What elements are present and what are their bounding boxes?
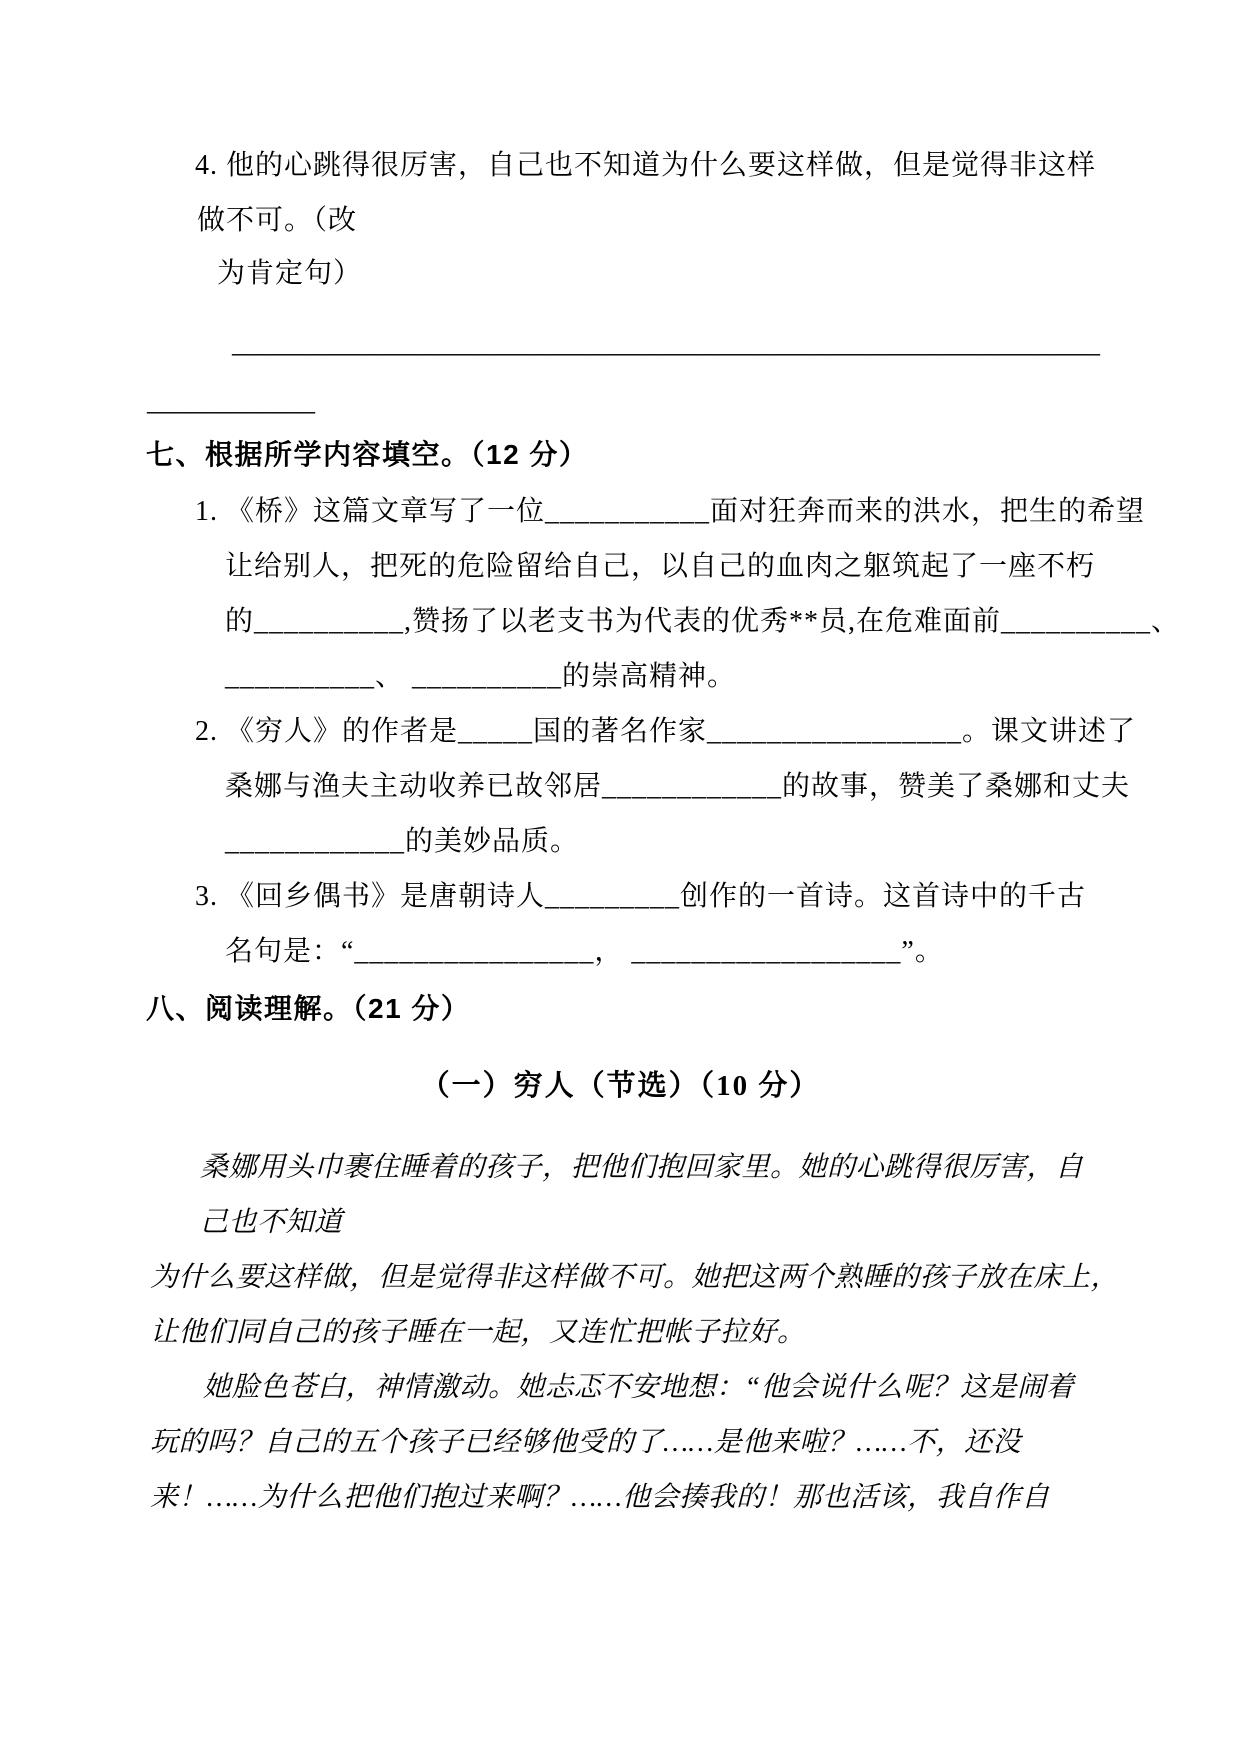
answer-blank-line-2: ____________ [147, 386, 315, 417]
passage-line-4: 让他们同自己的孩子睡在一起，又连忙把帐子拉好。 [150, 1317, 806, 1348]
section-7-item-3-line-2: 名句是：“________________， __________________”。 [225, 936, 944, 967]
section-7-heading: 七、根据所学内容填空。（12 分） [146, 439, 589, 470]
question-4-line-3: 为肯定句） [217, 258, 363, 289]
passage-line-5: 她脸色苍白，神情激动。她忐忑不安地想：“他会说什么呢？这是闹着 [203, 1372, 1075, 1403]
section-7-item-2-line-3: ____________的美妙品质。 [225, 826, 580, 857]
question-4-line-1: 4. 他的心跳得很厉害，自己也不知道为什么要这样做，但是觉得非这样 [195, 150, 1097, 181]
passage-line-2: 己也不知道 [200, 1207, 343, 1238]
passage-line-1: 桑娜用头巾裹住睡着的孩子，把他们抱回家里。她的心跳得很厉害，自 [200, 1152, 1084, 1183]
section-7-item-2-line-2: 桑娜与渔夫主动收养已故邻居____________的故事，赞美了桑娜和丈夫 [225, 771, 1131, 802]
section-7-item-1-line-1: 1. 《桥》这篇文章写了一位___________面对狂奔而来的洪水，把生的希望 [195, 496, 1146, 527]
section-7-item-1-line-4: __________、 __________的崇高精神。 [225, 661, 737, 692]
section-8-heading: 八、阅读理解。（21 分） [146, 993, 471, 1024]
section-7-item-1-line-2: 让给别人，把死的危险留给自己，以自己的血肉之躯筑起了一座不朽 [225, 551, 1096, 582]
question-4-line-2: 做不可。（改 [197, 205, 358, 236]
section-7-item-1-line-3: 的__________,赞扬了以老支书为代表的优秀**员,在危难面前__________、 [225, 606, 1181, 637]
section-7-item-2-line-1: 2. 《穷人》的作者是_____国的著名作家_________________。课文讲述了 [195, 716, 1137, 747]
passage-line-6: 玩的吗？自己的五个孩子已经够他受的了……是他来啦？……不，还没 [150, 1427, 1022, 1458]
answer-blank-line-1: ______________________________________________________________ [232, 328, 1100, 359]
passage-title: （一）穷人（节选）（10 分） [420, 1070, 821, 1102]
passage-line-7: 来！……为什么把他们抱过来啊？……他会揍我的！那也活该，我自作自 [150, 1482, 1050, 1513]
section-7-item-3-line-1: 3. 《回乡偶书》是唐朝诗人_________创作的一首诗。这首诗中的千古 [195, 881, 1087, 912]
passage-line-3: 为什么要这样做，但是觉得非这样做不可。她把这两个熟睡的孩子放在床上， [150, 1262, 1120, 1293]
